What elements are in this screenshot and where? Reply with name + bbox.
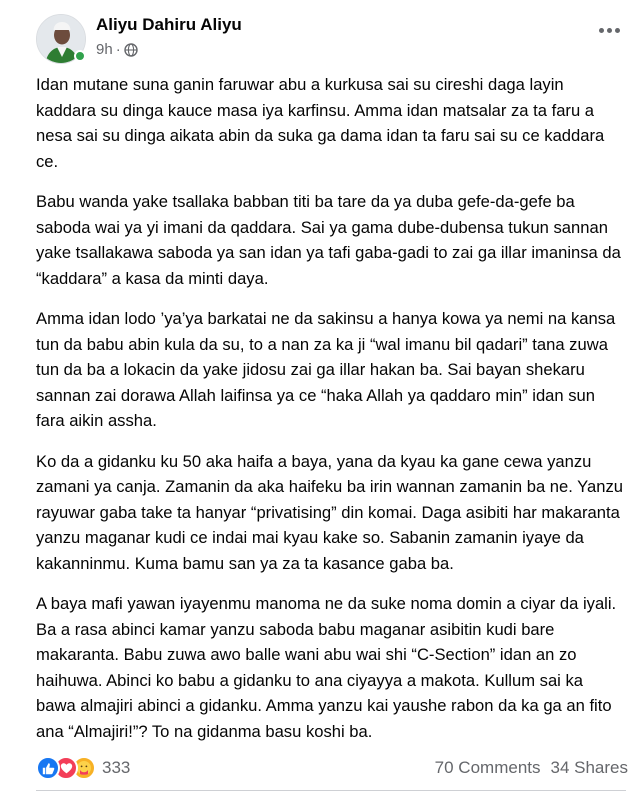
reactions-summary[interactable] bbox=[36, 756, 130, 780]
more-dot bbox=[615, 28, 620, 33]
more-options-icon[interactable] bbox=[599, 28, 620, 33]
more-dot bbox=[607, 28, 612, 33]
author-name[interactable]: Aliyu Dahiru Aliyu bbox=[96, 15, 242, 34]
more-dot bbox=[599, 28, 604, 33]
footer-divider bbox=[36, 790, 626, 791]
comments-count[interactable]: 70 Comments bbox=[434, 758, 541, 777]
post-time[interactable]: 9h bbox=[96, 41, 113, 58]
online-status-indicator bbox=[74, 50, 86, 62]
post-paragraph: Ko da a gidanku ku 50 aka haifa a baya, yana da kyau ka gane cewa yanzu zamani ya canja. Zamanin da aka haifeku ba irin wannan zamanin ba ne. Yanzu rayuwar gaba take ta hanyar “privatising” din komai. Daga asibiti har makaranta yanzu maganar kudi ce indai mai kyau kake so. Sabanin zamanin iyaye da kakanninmu. Kuma bamu san ya za ta kasance gaba ba. bbox=[36, 451, 623, 573]
like-icon bbox=[36, 756, 60, 780]
avatar[interactable] bbox=[36, 14, 86, 64]
meta-separator: · bbox=[115, 41, 121, 58]
post-footer bbox=[0, 750, 640, 790]
engagement-counts bbox=[435, 758, 628, 778]
post-paragraph: Idan mutane suna ganin faruwar abu a kurkusa sai su cireshi daga layin kaddara su dinga kauce masa iya karfinsu. Amma idan matsalar za ta faru a nesa sai su dinga aikata abin da suka ga dama idan ta faru sai su ce kaddara ce. bbox=[36, 75, 605, 171]
reaction-count[interactable]: 333 bbox=[102, 758, 131, 777]
shares-count[interactable]: 34 Shares bbox=[550, 758, 628, 777]
post-header bbox=[0, 0, 640, 72]
globe-icon[interactable] bbox=[124, 43, 138, 57]
post-body bbox=[36, 72, 626, 759]
post-paragraph: Amma idan lodo ’ya’ya barkatai ne da sakinsu a hanya kowa ya nemi na kansa tun da babu abin kula da su, to a nan za ka ji “wal imanu bil qadari” tana zuwa tun da ba a lokacin da yake jidosu zai ga illar hakan ba. Sai bayan shekaru sannan zai dorawa Allah laifinsa ya ce “haka Allah ya qaddaro min” idan sun fara aikin assha. bbox=[36, 309, 616, 430]
post-meta bbox=[96, 41, 138, 58]
post-paragraph: A baya mafi yawan iyayenmu manoma ne da suke noma domin a ciyar da iyali. Ba a rasa abinci kamar yanzu saboda babu maganar asibitin kudi bare makaranta. Babu zuwa awo balle wani abu wai shi “C-Section” idan an zo haihuwa. Abinci ko babu a gidanku to ana ciyayya a makota. Kullum sai ka bawa almajiri abinci a gidanku. Amma yanzu kai yaushe rabon da ka ga an fito ana “Almajiri!”? To na gidanma basu koshi ba. bbox=[36, 594, 617, 741]
post-paragraph: Babu wanda yake tsallaka babban titi ba tare da ya duba gefe-da-gefe ba saboda wai ya yi imani da qaddara. Sai ya gama dube-dubensa tukun sannan yake tsallakawa saboda ya san idan ya tafi gaba-gadi to zai ga illar imaninsa da “kaddara” a kasa da minti daya. bbox=[36, 192, 621, 288]
